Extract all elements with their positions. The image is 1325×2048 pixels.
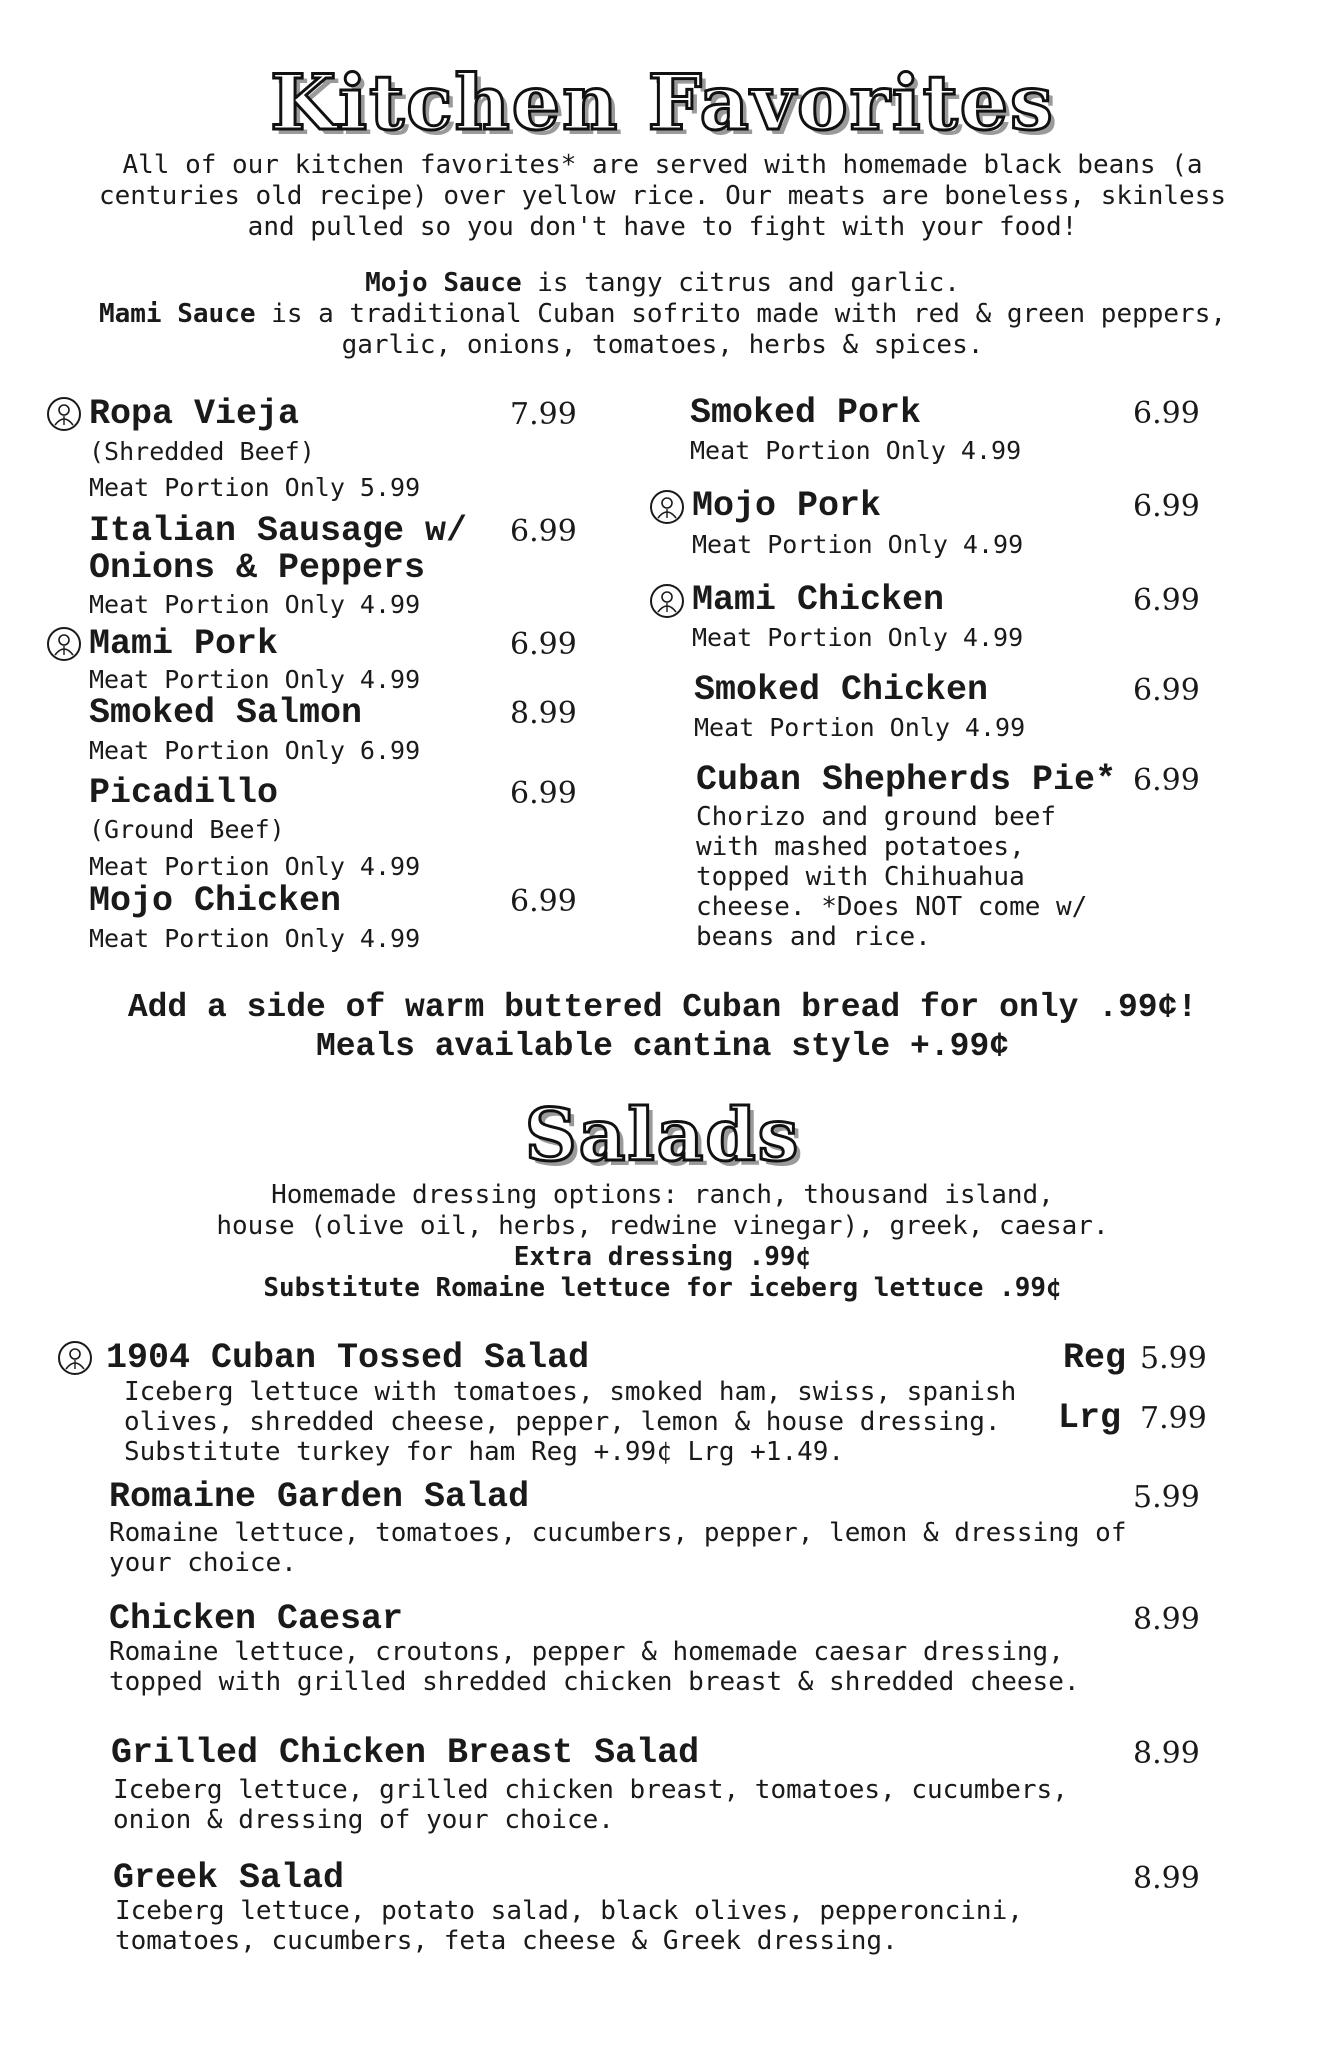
intro-line: and pulled so you don't have to fight with your food!: [247, 212, 1078, 242]
item-italian-sausage-price: 6.99: [510, 514, 577, 549]
salad-chicken-caesar-price: 8.99: [1133, 1602, 1200, 1637]
item-mojo-pork-price: 6.99: [1133, 489, 1200, 524]
item-mojo-chicken-price: 6.99: [510, 884, 577, 919]
salad-romaine-garden-price: 5.99: [1133, 1480, 1200, 1515]
mami-sauce-text: is a traditional Cuban sofrito made with red & green peppers,: [255, 299, 1227, 329]
salad-cuban-tossed-lrg-price: 7.99: [1140, 1401, 1207, 1436]
mami-sauce-line: [40, 299, 1285, 330]
desc-line: Iceberg lettuce, potato salad, black olives, pepperoncini,: [115, 1896, 1023, 1926]
item-cuban-shepherds-pie-desc: [696, 802, 1087, 952]
item-smoked-chicken-portion: Meat Portion Only 4.99: [694, 713, 1026, 742]
desc-line: with mashed potatoes,: [696, 832, 1025, 862]
salad-cuban-tossed-name: 1904 Cuban Tossed Salad: [106, 1338, 590, 1378]
salad-grilled-chicken-breast-price: 8.99: [1133, 1736, 1200, 1771]
salad-cuban-tossed-reg-price: 5.99: [1140, 1341, 1207, 1376]
desc-line: Substitute turkey for ham Reg +.99¢ Lrg +1.49.: [124, 1437, 845, 1467]
item-picadillo-name: Picadillo: [89, 773, 279, 813]
item-picadillo-portion: Meat Portion Only 4.99: [89, 852, 421, 881]
desc-line: Romaine lettuce, tomatoes, cucumbers, pepper, lemon & dressing of: [109, 1518, 1127, 1548]
mojo-sauce-text: is tangy citrus and garlic.: [521, 268, 960, 298]
item-italian-sausage-name-2: Onions & Peppers: [89, 548, 426, 588]
desc-line: cheese. *Does NOT come w/: [696, 892, 1088, 922]
intro-line: Substitute Romaine lettuce for iceberg lettuce .99¢: [263, 1273, 1062, 1303]
item-picadillo-price: 6.99: [510, 776, 577, 811]
desc-line: your choice.: [109, 1548, 297, 1578]
item-smoked-salmon-name: Smoked Salmon: [89, 693, 363, 733]
mojo-sauce-label: Mojo Sauce: [365, 268, 522, 298]
item-mami-pork-name: Mami Pork: [89, 624, 279, 664]
item-picadillo-note: (Ground Beef): [89, 815, 285, 844]
chef-stamp-icon: [58, 1341, 92, 1375]
chef-stamp-icon: [650, 490, 684, 524]
desc-line: beans and rice.: [696, 922, 931, 952]
bread-side-line: Add a side of warm buttered Cuban bread for only .99¢!: [127, 989, 1198, 1026]
salad-grilled-chicken-breast-name: Grilled Chicken Breast Salad: [111, 1733, 700, 1773]
salad-chicken-caesar-name: Chicken Caesar: [109, 1599, 404, 1639]
cantina-style-line: Meals available cantina style +.99¢: [315, 1028, 1010, 1065]
salads-intro: [40, 1180, 1285, 1304]
chef-stamp-icon: [47, 397, 81, 431]
salad-chicken-caesar-desc: [109, 1637, 1080, 1697]
desc-line: tomatoes, cucumbers, feta cheese & Greek dressing.: [115, 1926, 898, 1956]
mojo-sauce-line: [40, 268, 1285, 299]
item-ropa-vieja-name: Ropa Vieja: [89, 394, 300, 434]
item-smoked-salmon-price: 8.99: [510, 696, 577, 731]
salads-title: Salads: [524, 1092, 801, 1177]
kitchen-favorites-title: Kitchen Favorites: [270, 58, 1055, 147]
salad-cuban-tossed-reg-label: Reg: [1063, 1338, 1127, 1378]
kitchen-intro: [40, 150, 1285, 243]
item-smoked-pork-portion: Meat Portion Only 4.99: [690, 436, 1022, 465]
salad-grilled-chicken-breast-desc: [113, 1775, 1068, 1835]
salad-romaine-garden-name: Romaine Garden Salad: [109, 1477, 530, 1517]
item-cuban-shepherds-pie-price: 6.99: [1133, 763, 1200, 798]
item-ropa-vieja-price: 7.99: [510, 397, 577, 432]
salad-cuban-tossed-lrg-label: Lrg: [1058, 1398, 1122, 1438]
item-mami-pork-price: 6.99: [510, 627, 577, 662]
desc-line: topped with Chihuahua: [696, 862, 1025, 892]
salad-greek-desc: [115, 1896, 1023, 1956]
salad-romaine-garden-desc: [109, 1518, 1126, 1578]
mami-sauce-line-2: garlic, onions, tomatoes, herbs & spices.: [341, 330, 984, 360]
chef-stamp-icon: [47, 627, 81, 661]
item-smoked-pork-price: 6.99: [1133, 396, 1200, 431]
desc-line: Iceberg lettuce with tomatoes, smoked ham, swiss, spanish: [124, 1377, 1017, 1407]
item-italian-sausage-name: Italian Sausage w/: [89, 511, 468, 551]
item-mojo-chicken-portion: Meat Portion Only 4.99: [89, 924, 421, 953]
item-italian-sausage-portion: Meat Portion Only 4.99: [89, 590, 421, 619]
sauce-descriptions: [40, 268, 1285, 361]
item-smoked-chicken-name: Smoked Chicken: [694, 670, 989, 710]
item-cuban-shepherds-pie-name: Cuban Shepherds Pie*: [696, 760, 1117, 800]
salad-greek-name: Greek Salad: [113, 1858, 345, 1898]
item-smoked-salmon-portion: Meat Portion Only 6.99: [89, 736, 421, 765]
salad-greek-price: 8.99: [1133, 1861, 1200, 1896]
intro-line: centuries old recipe) over yellow rice. Our meats are boneless, skinless: [98, 181, 1227, 211]
desc-line: Romaine lettuce, croutons, pepper & homemade caesar dressing,: [109, 1637, 1064, 1667]
item-smoked-chicken-price: 6.99: [1133, 673, 1200, 708]
intro-line: All of our kitchen favorites* are served with homemade black beans (a: [122, 150, 1203, 180]
item-mami-pork-portion: Meat Portion Only 4.99: [89, 665, 421, 694]
intro-line: Extra dressing .99¢: [513, 1242, 812, 1272]
desc-line: onion & dressing of your choice.: [113, 1805, 614, 1835]
intro-line: house (olive oil, herbs, redwine vinegar), greek, caesar.: [216, 1211, 1109, 1241]
desc-line: Iceberg lettuce, grilled chicken breast, tomatoes, cucumbers,: [113, 1775, 1068, 1805]
salad-cuban-tossed-desc: [124, 1377, 1016, 1467]
item-mojo-chicken-name: Mojo Chicken: [89, 881, 342, 921]
desc-line: Chorizo and ground beef: [696, 802, 1057, 832]
item-ropa-vieja-portion: Meat Portion Only 5.99: [89, 473, 421, 502]
mami-sauce-label: Mami Sauce: [98, 299, 256, 329]
intro-line: Homemade dressing options: ranch, thousand island,: [271, 1180, 1054, 1210]
item-mami-chicken-portion: Meat Portion Only 4.99: [692, 623, 1024, 652]
chef-stamp-icon: [650, 584, 684, 618]
item-smoked-pork-name: Smoked Pork: [690, 393, 922, 433]
item-ropa-vieja-note: (Shredded Beef): [89, 437, 315, 466]
desc-line: olives, shredded cheese, pepper, lemon & house dressing.: [124, 1407, 1001, 1437]
item-mojo-pork-name: Mojo Pork: [692, 486, 882, 526]
desc-line: topped with grilled shredded chicken breast & shredded cheese.: [109, 1667, 1080, 1697]
item-mami-chicken-price: 6.99: [1133, 583, 1200, 618]
item-mami-chicken-name: Mami Chicken: [692, 580, 945, 620]
item-mojo-pork-portion: Meat Portion Only 4.99: [692, 530, 1024, 559]
